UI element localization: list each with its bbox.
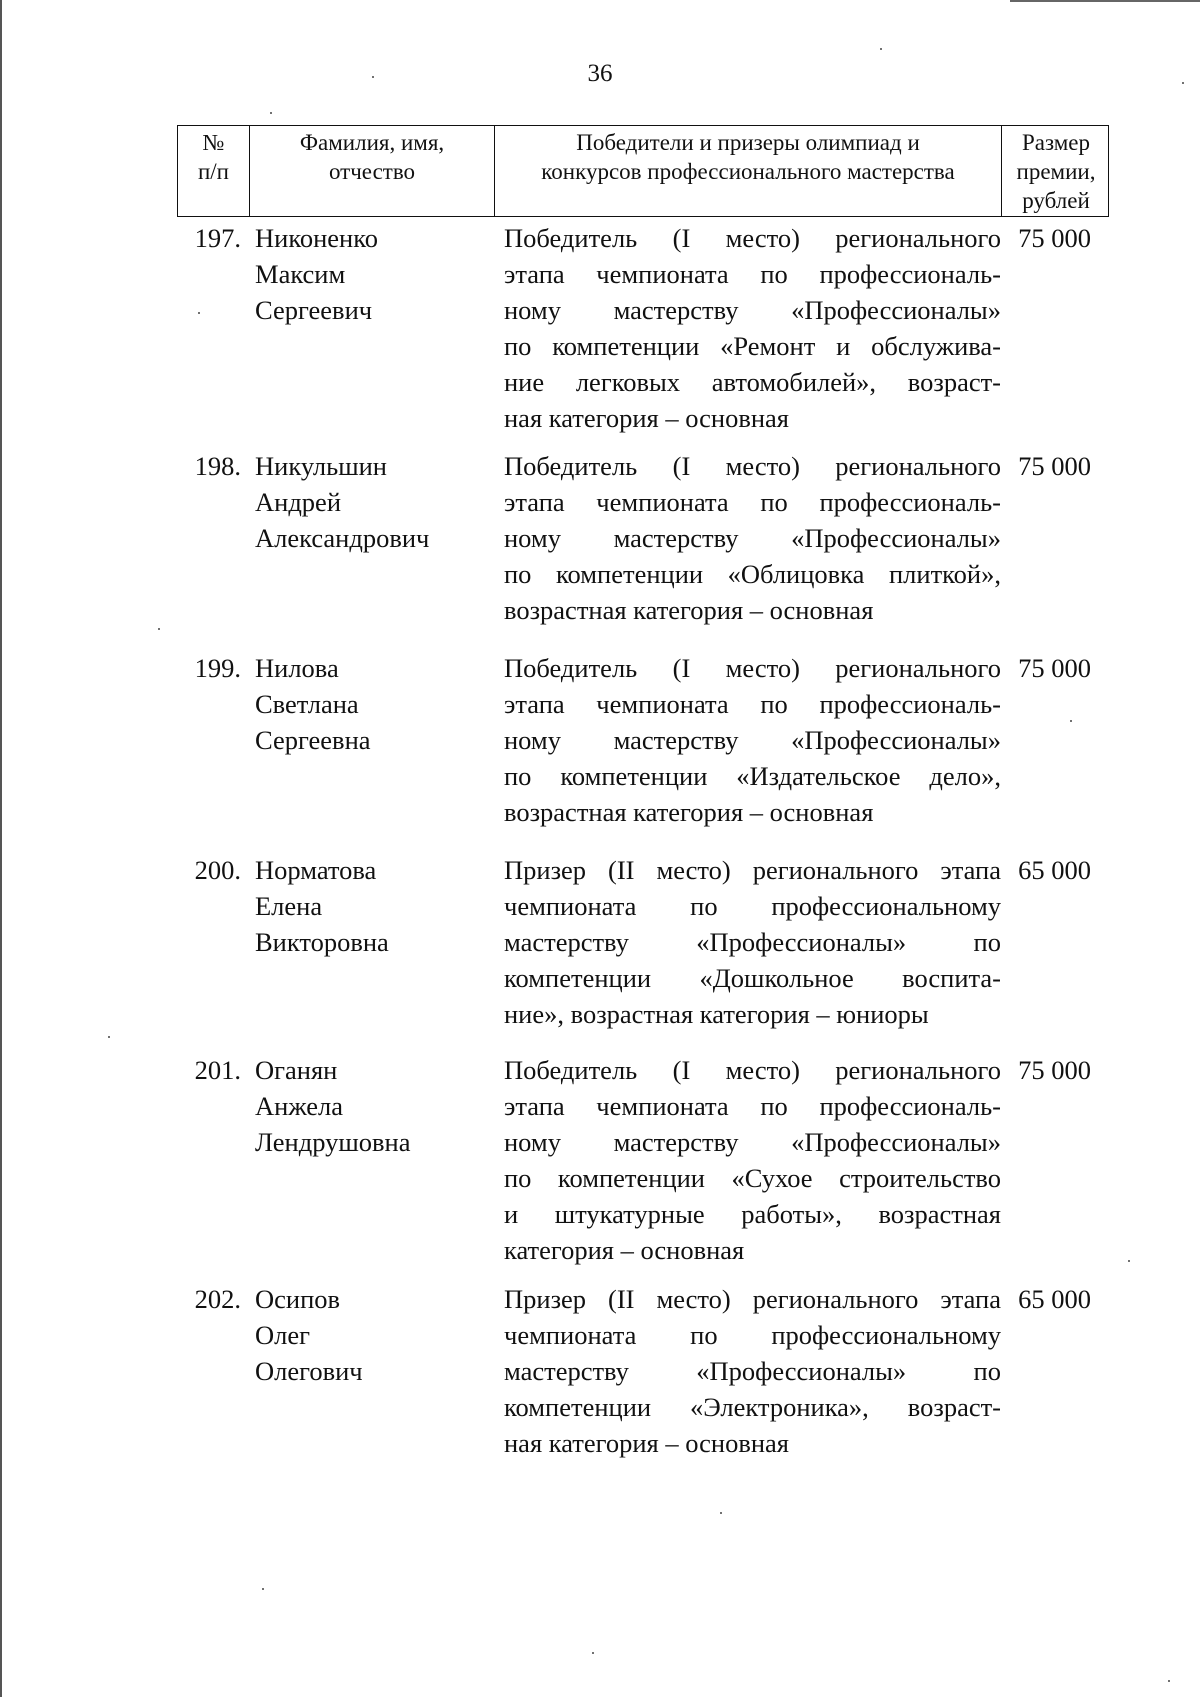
achievement-line: по компетенции «Издательское дело»,: [504, 761, 1001, 791]
achievement-line: ная категория – основная: [504, 1428, 789, 1458]
table-row: [177, 852, 1109, 1032]
achievement-line: чемпионата по профессиональному: [504, 891, 1001, 921]
header-num-line: п/п: [197, 159, 229, 184]
row-prize-amount: 75 000: [1018, 1055, 1091, 1085]
table-row: [177, 1281, 1109, 1461]
name-line: Оганян: [255, 1055, 338, 1085]
name-line: Сергеевич: [255, 295, 373, 325]
row-number: 201.: [194, 1055, 241, 1085]
achievement-line: Победитель (I место) регионального: [504, 1055, 1001, 1085]
name-line: Олегович: [255, 1356, 363, 1386]
table-row: [177, 220, 1109, 436]
name-line: Сергеевна: [255, 725, 371, 755]
name-line: Нилова: [255, 653, 339, 683]
achievement-line: Победитель (I место) регионального: [504, 451, 1001, 481]
achievement-line: мастерству «Профессионалы» по: [504, 927, 1001, 957]
achievement-line: компетенции «Электроника», возраст-: [504, 1392, 1001, 1422]
scan-speck: [1168, 1680, 1170, 1682]
row-full-name: [249, 1052, 494, 1268]
row-number: 198.: [194, 451, 241, 481]
achievement-line: по компетенции «Ремонт и обслужива-: [504, 331, 1001, 361]
achievement-line: этапа чемпионата по профессиональ-: [504, 487, 1001, 517]
row-number: 202.: [194, 1284, 241, 1314]
achievement-line: ному мастерству «Профессионалы»: [504, 1127, 1001, 1157]
scan-edge: [0, 0, 2, 1697]
scan-speck: [1182, 82, 1184, 84]
row-full-name: [249, 448, 494, 628]
achievement-line: и штукатурные работы», возрастная: [504, 1199, 1001, 1229]
name-line: Анжела: [255, 1091, 344, 1121]
achievement-line: чемпионата по профессиональному: [504, 1320, 1001, 1350]
header-name-line: Фамилия, имя,: [299, 130, 445, 155]
name-line: Осипов: [255, 1284, 341, 1314]
achievement-line: Призер (II место) регионального этапа: [504, 1284, 1001, 1314]
achievement-line: ная категория – основная: [504, 403, 789, 433]
scan-speck: [262, 1588, 264, 1590]
row-full-name: [249, 852, 494, 1032]
scan-edge: [1010, 0, 1200, 2]
row-number: 199.: [194, 653, 241, 683]
header-name: [250, 126, 495, 216]
scan-speck: [592, 1652, 594, 1654]
row-achievement: [494, 1052, 1001, 1268]
row-full-name: [249, 650, 494, 830]
achievement-line: по компетенции «Облицовка плиткой»,: [504, 559, 1001, 589]
row-achievement: [494, 220, 1001, 436]
name-line: Никоненко: [255, 223, 379, 253]
page-number: 36: [587, 60, 613, 87]
name-line: Лендрушовна: [255, 1127, 411, 1157]
header-desc-line: конкурсов профессионального мастерства: [541, 159, 955, 184]
header-amount-line: рублей: [1022, 188, 1090, 213]
row-prize-amount: 65 000: [1018, 855, 1091, 885]
name-line: Норматова: [255, 855, 377, 885]
achievement-line: возрастная категория – основная: [504, 595, 874, 625]
name-line: Никульшин: [255, 451, 387, 481]
name-line: Викторовна: [255, 927, 389, 957]
header-amount-line: премии,: [1016, 159, 1096, 184]
table-header: [177, 125, 1109, 217]
scan-speck: [1070, 720, 1072, 722]
achievement-line: по компетенции «Сухое строительство: [504, 1163, 1001, 1193]
achievement-line: ному мастерству «Профессионалы»: [504, 523, 1001, 553]
header-amount-line: Размер: [1021, 130, 1091, 155]
scan-speck: [880, 48, 882, 50]
achievement-line: этапа чемпионата по профессиональ-: [504, 1091, 1001, 1121]
row-prize-amount: 75 000: [1018, 451, 1091, 481]
row-achievement: [494, 650, 1001, 830]
achievement-line: ному мастерству «Профессионалы»: [504, 295, 1001, 325]
scan-speck: [158, 628, 160, 630]
row-achievement: [494, 448, 1001, 628]
achievement-line: Победитель (I место) регионального: [504, 223, 1001, 253]
row-achievement: [494, 852, 1001, 1032]
scan-speck: [270, 112, 272, 114]
achievement-line: мастерству «Профессионалы» по: [504, 1356, 1001, 1386]
name-line: Александрович: [255, 523, 430, 553]
row-full-name: [249, 220, 494, 436]
row-number: 197.: [194, 223, 241, 253]
achievement-line: категория – основная: [504, 1235, 745, 1265]
scan-speck: [108, 1036, 110, 1038]
scan-speck: [372, 76, 374, 78]
table-row: [177, 650, 1109, 830]
table-row: [177, 1052, 1109, 1268]
scan-speck: [198, 312, 200, 314]
achievement-line: возрастная категория – основная: [504, 797, 874, 827]
achievement-line: ному мастерству «Профессионалы»: [504, 725, 1001, 755]
name-line: Андрей: [255, 487, 341, 517]
header-num-line: №: [202, 130, 225, 155]
row-prize-amount: 65 000: [1018, 1284, 1091, 1314]
name-line: Максим: [255, 259, 346, 289]
achievement-line: Победитель (I место) регионального: [504, 653, 1001, 683]
row-achievement: [494, 1281, 1001, 1461]
achievement-line: этапа чемпионата по профессиональ-: [504, 689, 1001, 719]
name-line: Светлана: [255, 689, 359, 719]
table-row: [177, 448, 1109, 628]
achievement-line: Призер (II место) регионального этапа: [504, 855, 1001, 885]
row-prize-amount: 75 000: [1018, 653, 1091, 683]
header-desc-line: Победители и призеры олимпиад и: [576, 130, 920, 155]
scan-speck: [720, 1512, 722, 1514]
row-prize-amount: 75 000: [1018, 223, 1091, 253]
scan-speck: [1128, 1260, 1130, 1262]
row-number: 200.: [194, 855, 241, 885]
achievement-line: ние легковых автомобилей», возраст-: [504, 367, 1001, 397]
achievement-line: этапа чемпионата по профессиональ-: [504, 259, 1001, 289]
header-num: [178, 126, 250, 216]
achievement-line: ние», возрастная категория – юниоры: [504, 999, 929, 1029]
header-name-line: отчество: [328, 159, 416, 184]
name-line: Олег: [255, 1320, 310, 1350]
achievement-line: компетенции «Дошкольное воспита-: [504, 963, 1001, 993]
header-amount: [1002, 126, 1110, 216]
name-line: Елена: [255, 891, 323, 921]
header-desc: [495, 126, 1002, 216]
row-full-name: [249, 1281, 494, 1461]
